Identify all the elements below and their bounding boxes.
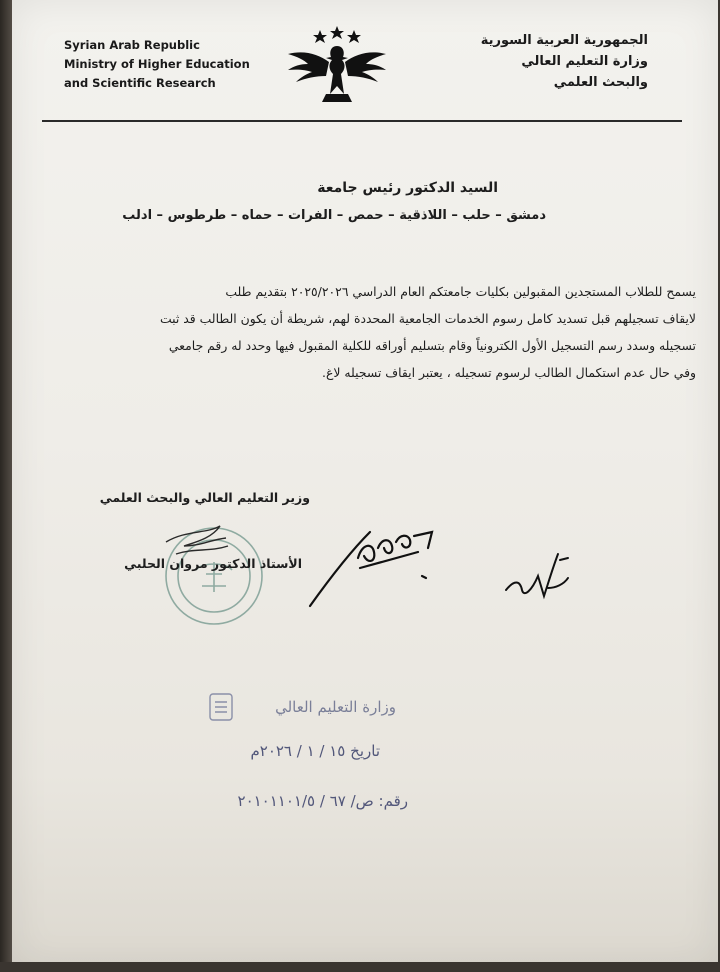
eagle-emblem-icon xyxy=(282,24,392,108)
letter-addressee: السيد الدكتور رئيس جامعة xyxy=(317,180,498,196)
body-line: وفي حال عدم استكمال الطالب لرسوم تسجيله ، يعتبر ايقاف تسجيله لاغ. xyxy=(322,365,696,380)
letterhead-en-line-1: Syrian Arab Republic xyxy=(64,38,200,52)
letter-body xyxy=(159,278,696,386)
photo-edge-bottom xyxy=(0,962,720,972)
letterhead-ar-line-2: وزارة التعليم العالي xyxy=(521,54,648,69)
document-paper xyxy=(12,0,718,968)
initials-signature-icon xyxy=(498,540,578,610)
received-stamp-emblem-icon xyxy=(208,692,234,722)
english-letterhead xyxy=(64,36,284,93)
received-stamp-date: تاريخ ١٥ / ١ / ٢٠٢٦م xyxy=(250,742,380,760)
received-stamp-org: وزارة التعليم العالي xyxy=(275,698,396,716)
header-divider xyxy=(42,120,682,122)
body-line: لايقاف تسجيلهم قبل تسديد كامل رسوم الخدمات الجامعية المحددة لهم، شريطة أن يكون الطالب قد ثبت xyxy=(159,311,696,326)
received-stamp-number: رقم: ص/ ٦٧ / ٢٠١٠١١٠١/٥ xyxy=(237,792,408,810)
minister-name: الأستاذ الدكتور مروان الحلبي xyxy=(124,556,302,571)
body-line: تسجيله وسدد رسم التسجيل الأول الكترونياً وقام بتسليم أوراقه للكلية المقبول فيها وحدد له رقم جامعي xyxy=(168,338,696,353)
letterhead-ar-line-3: والبحث العلمي xyxy=(553,75,648,90)
letterhead-ar-line-1: الجمهورية العربية السورية xyxy=(480,33,648,48)
body-line: يسمح للطلاب المستجدين المقبولين بكليات جامعتكم العام الدراسي ٢٠٢٥/٢٠٢٦ بتقديم طلب xyxy=(225,284,696,299)
letterhead-en-line-2: Ministry of Higher Education xyxy=(64,57,250,71)
arabic-letterhead xyxy=(408,30,648,93)
handwritten-signature-icon xyxy=(300,518,450,618)
universities-list: دمشق – حلب – اللاذقية – حمص – الفرات – حماه – طرطوس – ادلب xyxy=(122,208,546,223)
letterhead-en-line-3: and Scientific Research xyxy=(64,76,216,90)
minister-title: وزير التعليم العالي والبحث العلمي xyxy=(99,490,310,505)
ministry-seal-icon xyxy=(136,512,286,632)
